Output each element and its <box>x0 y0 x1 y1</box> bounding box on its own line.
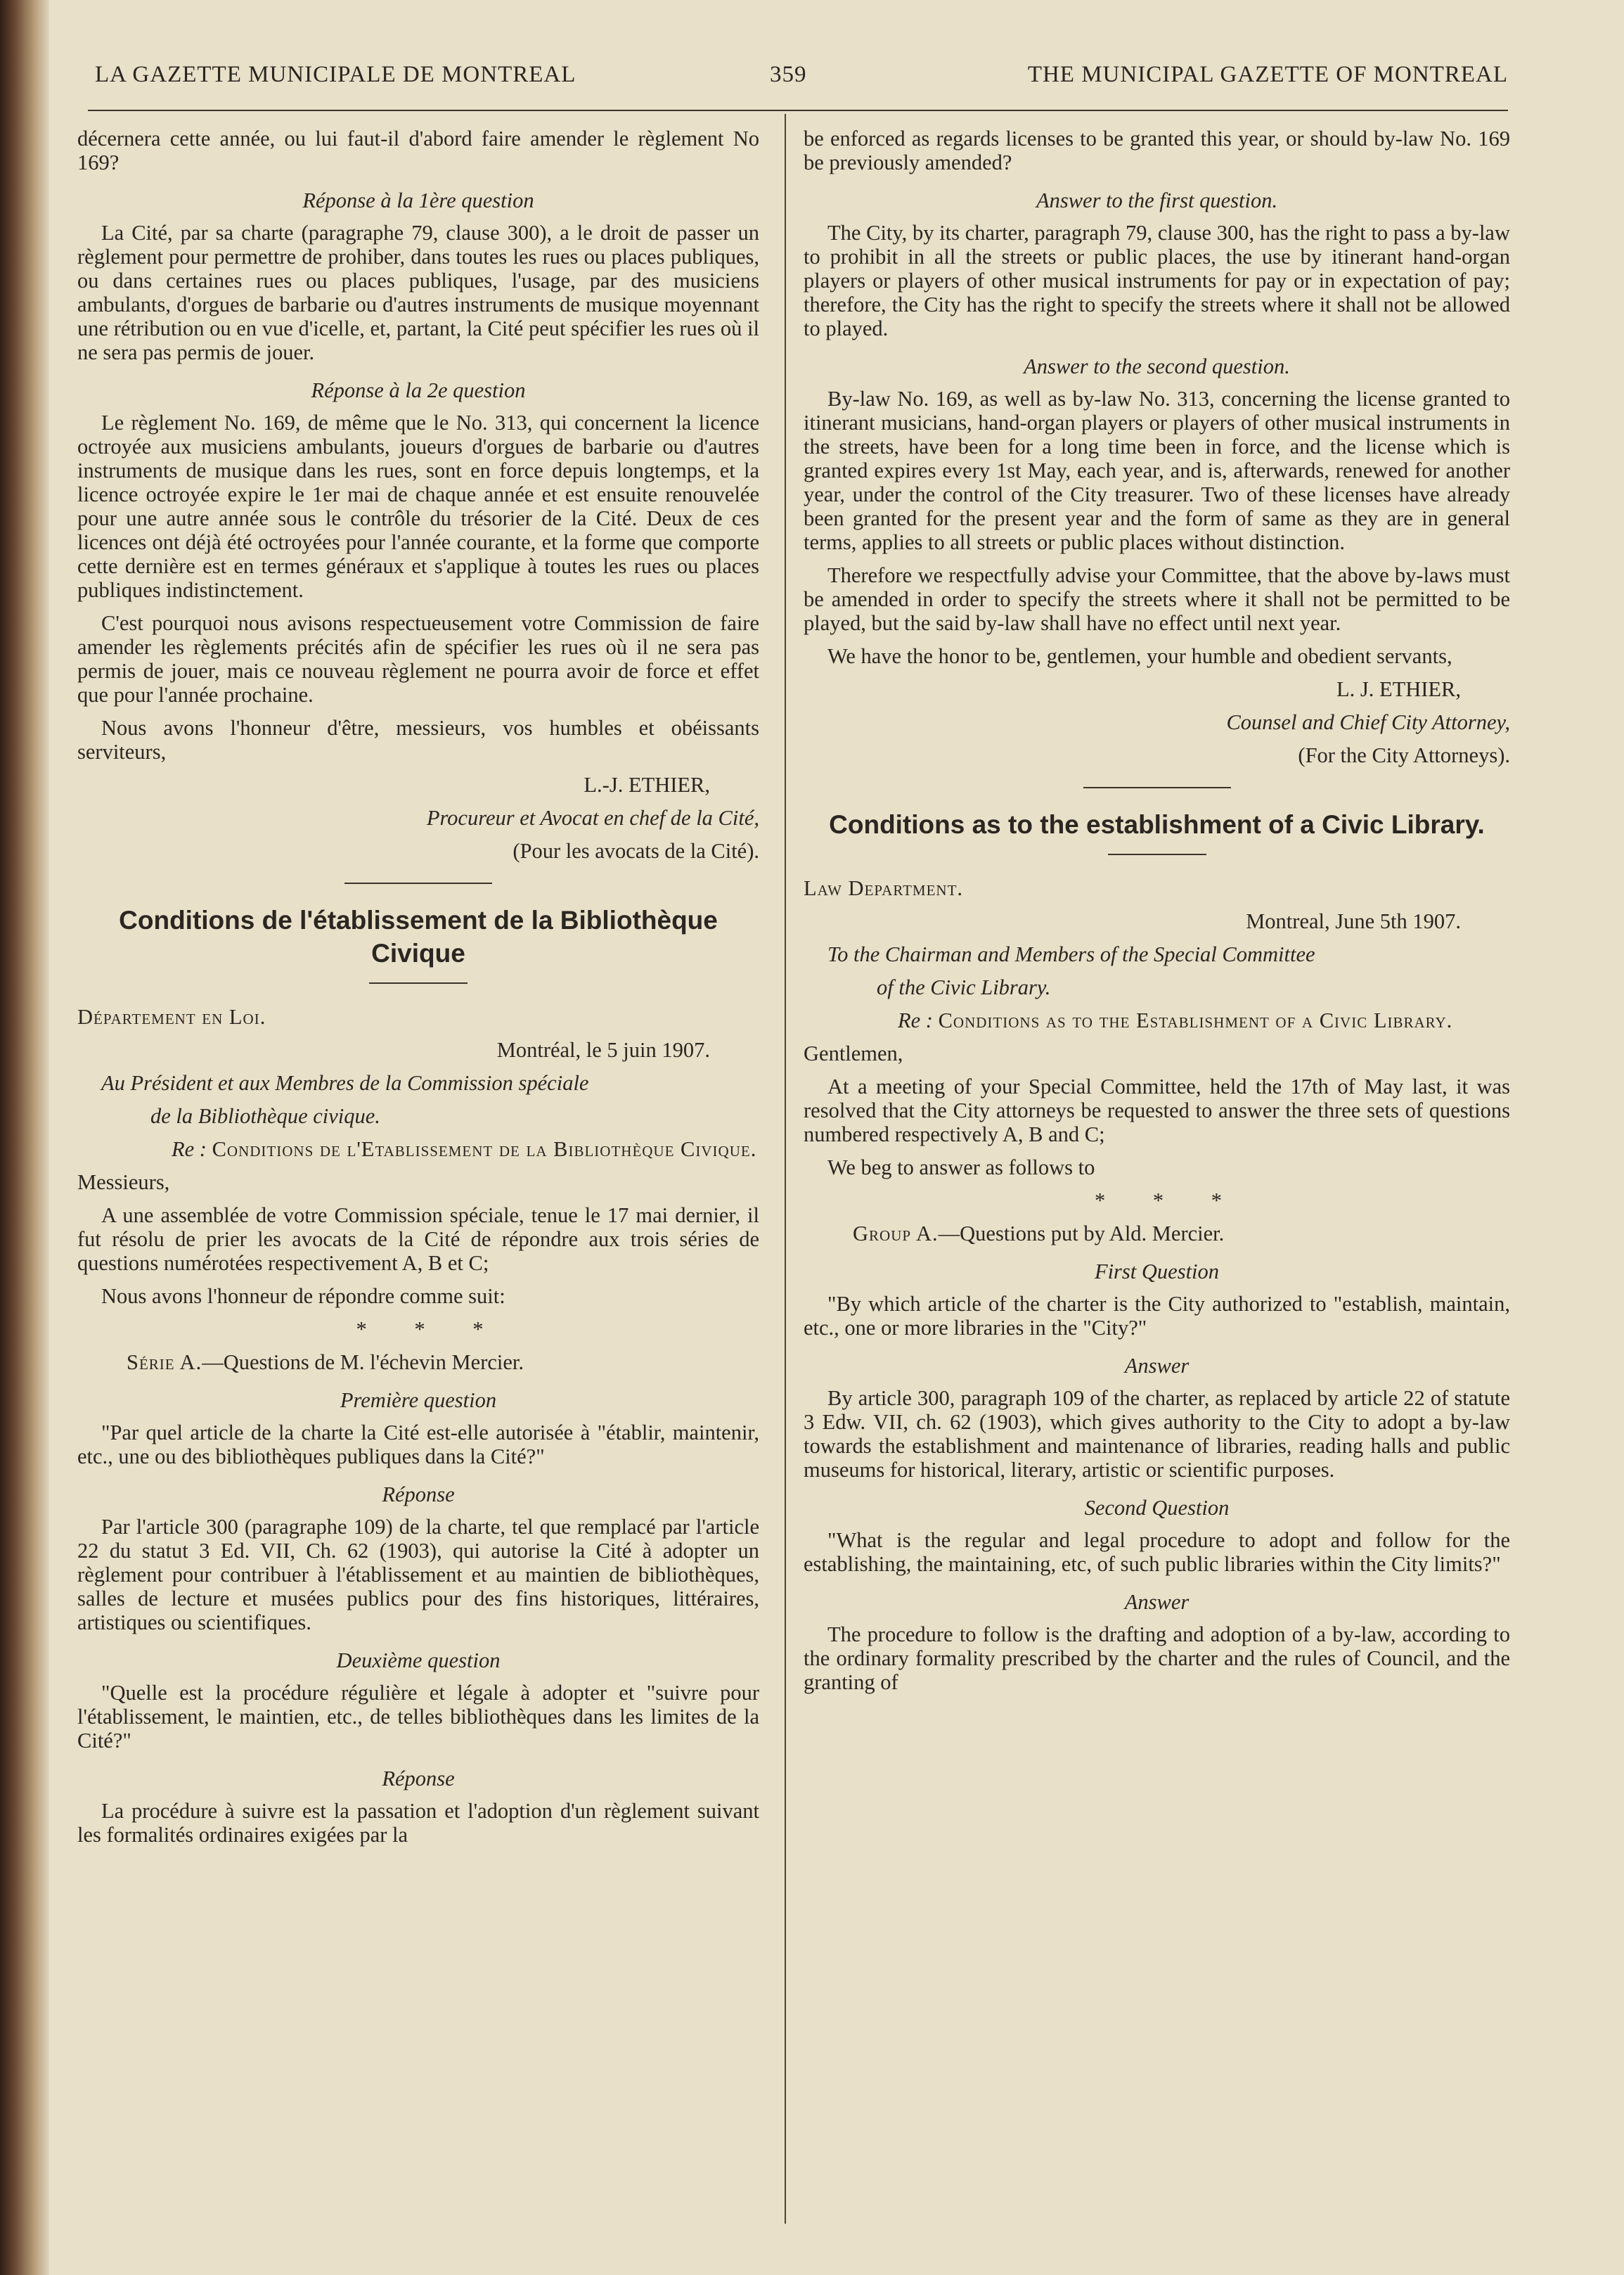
fr-signature-for: (Pour les avocats de la Cité). <box>513 839 759 863</box>
en-salutation: Gentlemen, <box>804 1042 903 1065</box>
en-paragraph-6: At a meeting of your Special Committee, held the 17th of May last, it was resolved that the City attorneys be requested to answer the three sets of questions numbered respectively A, B and C; <box>804 1075 1510 1146</box>
fr-address-line-1: Au Président et aux Membres de la Commission spéciale <box>101 1071 589 1095</box>
fr-series-text: —Questions de M. l'échevin Mercier. <box>202 1350 524 1374</box>
fr-reply-2: La procédure à suivre est la passation et l'adoption d'un règlement suivant les formalités ordinaires exigées par la <box>77 1799 759 1847</box>
fr-reply-1: Par l'article 300 (paragraphe 109) de la charte, tel que remplacé par l'article 22 du statut 3 Ed. VII, Ch. 62 (1903), qui autorise la Cité à adopter un règlement pour contribuer à l'établissement et au maintien de bibliothèques, salles de lecture et musées publics pour des fins historiques, littéraires, artistiques ou scientifiques. <box>77 1515 759 1634</box>
fr-series-label: Série A. <box>127 1350 202 1374</box>
en-paragraph-7: We beg to answer as follows to <box>827 1155 1095 1179</box>
fr-heading-question-2: Deuxième question <box>336 1648 501 1672</box>
en-paragraph-2: The City, by its charter, paragraph 79, clause 300, has the right to pass a by-law to prohibit in all the streets or public places, the use by itinerant hand-organ players or players of other musical instruments for pay or in expectation of pay; therefore, the City has the right to specify the streets where it shall not be allowed to played. <box>804 221 1510 340</box>
en-re-text: Conditions as to the Establishment of a Civic Library. <box>938 1008 1453 1032</box>
fr-salutation: Messieurs, <box>77 1170 170 1194</box>
en-paragraph-3: By-law No. 169, as well as by-law No. 313, concerning the license granted to itinerant musicians, hand-organ players or players of other musical instruments in the streets, have been for a long time been in force, and the license which is granted expires every 1st May, each year, and is, afterwards, renewed for another year, under the control of the City treasurer. Two of these licenses have already been granted for the present year and the form of same as they are in general terms, applies to all streets or public places without distinction. <box>804 387 1510 554</box>
en-group-line <box>804 1222 1510 1245</box>
en-reply-2: The procedure to follow is the drafting and adoption of a by-law, according to the ordinary formality prescribed by the charter and the rules of Council, and the granting of <box>804 1622 1510 1694</box>
fr-stars: * * * <box>356 1317 505 1341</box>
page-number: 359 <box>770 62 807 87</box>
en-heading-question-1: First Question <box>1094 1260 1220 1283</box>
fr-heading-answer-2: Réponse à la 2e question <box>311 378 526 402</box>
en-re-line <box>804 1008 1510 1032</box>
fr-paragraph-3: Le règlement No. 169, de même que le No. 313, qui concernent la licence octroyée aux musiciens ambulants, joueurs d'orgues de barbarie ou d'autres instruments de musique dans les rues, sont en force depuis longtemps, et la licence octroyée expire le 1er mai de chaque année et est ensuite renouvelée pour une autre année sous le contrôle du trésorier de la Cité. Deux de ces licences ont déjà été octroyées pour l'année courante, et la forme que comporte cette dernière est en termes généraux et s'applique à toutes les rues ou places publiques indistinctement. <box>77 411 759 602</box>
fr-paragraph-1: décernera cette année, ou lui faut-il d'abord faire amender le règlement No 169? <box>77 127 759 174</box>
en-paragraph-4: Therefore we respectfully advise your Committee, that the above by-laws must be amended in order to specify the streets where it shall not be permitted to be played, but the said by-law shall have no effect until next year. <box>804 563 1510 635</box>
en-question-1: "By which article of the charter is the City authorized to "establish, maintain, etc., one or more libraries in the "City?" <box>804 1292 1510 1340</box>
column-divider <box>785 114 786 2224</box>
en-question-2: "What is the regular and legal procedure to adopt and follow for the establishing, the maintaining, etc, of such public libraries within the City limits?" <box>804 1528 1510 1576</box>
en-group-text: —Questions put by Ald. Mercier. <box>938 1222 1225 1245</box>
en-separator <box>1083 787 1231 788</box>
fr-heading-reply-2: Réponse <box>382 1767 455 1790</box>
en-signature-name: L. J. ETHIER, <box>1336 677 1461 701</box>
fr-re-text: Conditions de l'Etablissement de la Bibliothèque Civique. <box>212 1137 757 1161</box>
en-address-line-2: of the Civic Library. <box>877 975 1051 999</box>
en-heading-reply-2: Answer <box>1124 1590 1190 1614</box>
fr-paragraph-2: La Cité, par sa charte (paragraphe 79, clause 300), a le droit de passer un règlement pour permettre de prohiber, dans toutes les rues ou places publiques, ou dans certaines rues ou places publiques, l'usage, par des musiciens ambulants, d'orgues de barbarie ou d'autres instruments de musique moyennant une rétribution ou en vue d'icelle, et, partant, la Cité peut spécifier les rues où il ne sera pas permis de jouer. <box>77 221 759 364</box>
fr-address-line-2: de la Bibliothèque civique. <box>150 1104 380 1128</box>
en-group-label: Group A. <box>853 1222 939 1245</box>
fr-paragraph-4: C'est pourquoi nous avisons respectueusement votre Commission de faire amender les règlements précités afin de spécifier les rues où il ne sera pas permis de jouer, mais ce nouveau règlement ne pourra avoir de force et effet que pour l'année prochaine. <box>77 611 759 707</box>
english-column <box>804 127 1510 2257</box>
fr-re-label: Re : <box>172 1137 207 1161</box>
header-rule <box>88 110 1508 111</box>
fr-series-line <box>77 1350 759 1374</box>
fr-question-1: "Par quel article de la charte la Cité est-elle autorisée à "établir, maintenir, etc., une ou des bibliothèques publiques dans la Cité?" <box>77 1421 759 1468</box>
fr-paragraph-5: Nous avons l'honneur d'être, messieurs, vos humbles et obéissants serviteurs, <box>77 716 759 764</box>
fr-paragraph-6: A une assemblée de votre Commission spéciale, tenue le 17 mai dernier, il fut résolu de prier les avocats de la Cité de répondre aux trois séries de questions numérotées respectivement A, B et C; <box>77 1203 759 1275</box>
fr-signature-name: L.-J. ETHIER, <box>584 773 710 797</box>
en-signature-for: (For the City Attorneys). <box>1298 743 1510 767</box>
en-signature-title: Counsel and Chief City Attorney, <box>1226 710 1510 734</box>
fr-title-rule <box>369 982 468 984</box>
header-right-title: THE MUNICIPAL GAZETTE OF MONTREAL <box>1027 62 1508 87</box>
header-left-title: LA GAZETTE MUNICIPALE DE MONTREAL <box>95 62 576 87</box>
en-heading-question-2: Second Question <box>1084 1496 1230 1520</box>
en-heading-reply-1: Answer <box>1124 1354 1190 1378</box>
fr-heading-reply-1: Réponse <box>382 1482 455 1506</box>
fr-question-2: "Quelle est la procédure régulière et légale à adopter et "suivre pour l'établissement, le maintien, etc., de telles bibliothèques dans les limites de la Cité?" <box>77 1681 759 1752</box>
book-gutter <box>0 0 49 2275</box>
en-title-rule <box>1108 854 1206 855</box>
en-address-line-1: To the Chairman and Members of the Special Committee <box>827 942 1315 966</box>
en-section-title: Conditions as to the establishment of a Civic Library. <box>829 810 1485 839</box>
en-heading-answer-2: Answer to the second question. <box>1024 354 1290 378</box>
en-department: Law Department. <box>804 876 964 900</box>
french-column <box>77 127 759 2257</box>
fr-section-title: Conditions de l'établissement de la Bibliothèque Civique <box>119 906 718 968</box>
fr-department: Département en Loi. <box>77 1005 266 1029</box>
running-head <box>95 62 1508 104</box>
fr-re-line <box>77 1137 759 1161</box>
en-re-label: Re : <box>898 1008 933 1032</box>
fr-heading-answer-1: Réponse à la 1ère question <box>302 188 534 212</box>
en-heading-answer-1: Answer to the first question. <box>1036 188 1278 212</box>
fr-paragraph-7: Nous avons l'honneur de répondre comme suit: <box>101 1284 505 1308</box>
en-date: Montreal, June 5th 1907. <box>1246 909 1461 933</box>
en-stars: * * * <box>1095 1188 1243 1212</box>
fr-separator <box>344 883 492 884</box>
en-paragraph-5: We have the honor to be, gentlemen, your humble and obedient servants, <box>827 644 1452 668</box>
en-reply-1: By article 300, paragraph 109 of the charter, as replaced by article 22 of statute 3 Edw. VII, ch. 62 (1903), which gives authority to the City to adopt a by-law towards the establishment and maintenance of libraries, reading halls and public museums for historical, literary, artistic or scientific purposes. <box>804 1386 1510 1482</box>
fr-heading-question-1: Première question <box>340 1388 497 1412</box>
fr-date: Montréal, le 5 juin 1907. <box>496 1038 710 1062</box>
en-paragraph-1: be enforced as regards licenses to be granted this year, or should by-law No. 169 be previously amended? <box>804 127 1510 174</box>
fr-signature-title: Procureur et Avocat en chef de la Cité, <box>426 806 759 830</box>
